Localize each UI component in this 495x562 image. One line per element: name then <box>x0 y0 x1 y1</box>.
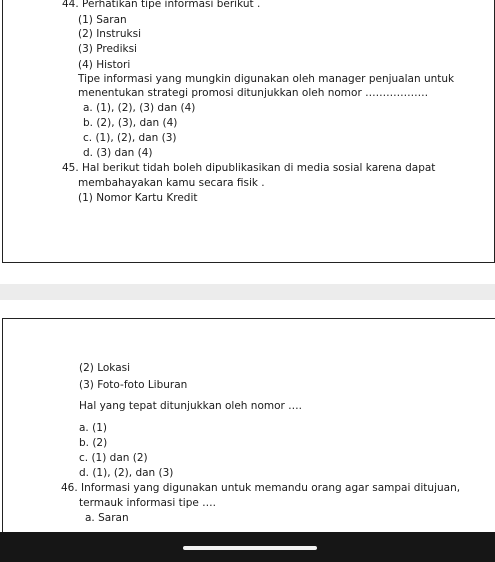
q44-stem-line-2: menentukan strategi promosi ditunjukkan oleh nomor ……………… <box>78 87 429 99</box>
question-44-heading: 44. Perhatikan tipe informasi berikut . <box>62 0 261 10</box>
q45-option-b: b. (2) <box>79 437 108 449</box>
q44-item-3: (3) Prediksi <box>78 43 137 55</box>
q44-item-1: (1) Saran <box>78 14 127 26</box>
question-46-line-1: 46. Informasi yang digunakan untuk memandu orang agar sampai ditujuan, <box>61 482 461 494</box>
system-navigation-bar <box>0 532 495 562</box>
q45-item-1: (1) Nomor Kartu Kredit <box>78 192 198 204</box>
document-page-2 <box>2 318 495 548</box>
q45-option-c: c. (1) dan (2) <box>79 452 148 464</box>
q45-item-2: (2) Lokasi <box>79 362 131 374</box>
q45-item-3: (3) Foto-foto Liburan <box>79 379 188 391</box>
q44-option-a: a. (1), (2), (3) dan (4) <box>83 102 196 114</box>
home-indicator[interactable] <box>183 546 317 550</box>
q44-item-2: (2) Instruksi <box>78 28 141 40</box>
q44-stem-line-1: Tipe informasi yang mungkin digunakan oleh manager penjualan untuk <box>78 73 455 85</box>
q44-option-d: d. (3) dan (4) <box>83 147 153 159</box>
q44-option-c: c. (1), (2), dan (3) <box>83 132 177 144</box>
question-45-line-2: membahayakan kamu secara fisik . <box>78 177 265 189</box>
q45-option-a: a. (1) <box>79 422 107 434</box>
question-45-line-1: 45. Hal berikut tidah boleh dipublikasikan di media sosial karena dapat <box>62 162 436 174</box>
q44-option-b: b. (2), (3), dan (4) <box>83 117 178 129</box>
question-46-line-2: termauk informasi tipe …. <box>79 497 216 509</box>
page-gap <box>0 284 495 300</box>
q46-option-a: a. Saran <box>85 512 129 524</box>
q45-option-d: d. (1), (2), dan (3) <box>79 467 174 479</box>
q45-stem: Hal yang tepat ditunjukkan oleh nomor …. <box>79 400 303 412</box>
q44-item-4: (4) Histori <box>78 59 131 71</box>
document-page-1 <box>2 0 495 263</box>
